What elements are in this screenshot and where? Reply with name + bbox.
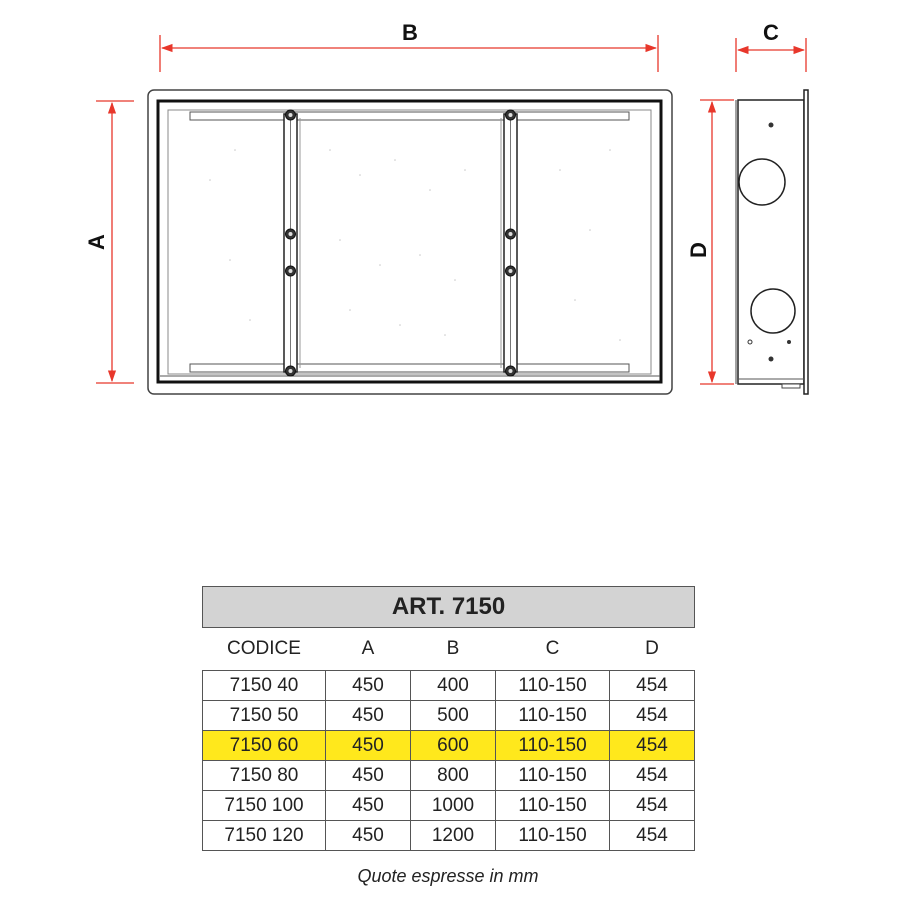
table-row — [203, 791, 695, 821]
dimension-b-label: B — [402, 20, 418, 45]
dimension-d-label: D — [686, 242, 711, 258]
cell-d: 454 — [610, 761, 695, 791]
table-title: ART. 7150 — [203, 587, 695, 628]
cell-c: 110-150 — [496, 671, 610, 701]
cell-c: 110-150 — [496, 821, 610, 851]
cell-codice: 7150 80 — [203, 761, 326, 791]
cell-a: 450 — [326, 731, 411, 761]
top-rail — [190, 112, 629, 120]
table-row-highlighted — [203, 731, 695, 761]
bottom-rail — [190, 364, 629, 372]
cell-b: 500 — [411, 701, 496, 731]
table-row — [203, 761, 695, 791]
side-flange — [804, 90, 808, 394]
table-row — [203, 701, 695, 731]
cell-d: 454 — [610, 731, 695, 761]
table-column-headers — [203, 628, 695, 671]
side-view — [736, 90, 808, 394]
cell-c: 110-150 — [496, 791, 610, 821]
cell-codice: 7150 40 — [203, 671, 326, 701]
vertical-bar-left — [284, 114, 300, 372]
cell-a: 450 — [326, 791, 411, 821]
column-header-a: A — [361, 638, 375, 659]
footnote: Quote espresse in mm — [357, 866, 539, 886]
column-header-b: B — [446, 638, 460, 659]
cell-d: 454 — [610, 791, 695, 821]
cell-codice: 7150 120 — [203, 821, 326, 851]
cell-a: 450 — [326, 701, 411, 731]
cell-codice: 7150 60 — [203, 731, 326, 761]
cell-c: 110-150 — [496, 731, 610, 761]
vertical-bar-right — [501, 114, 517, 372]
knockout-hole-bottom — [751, 289, 795, 333]
dimension-c-label: C — [763, 20, 779, 45]
column-header-d: D — [645, 638, 659, 659]
cell-d: 454 — [610, 671, 695, 701]
cell-c: 110-150 — [496, 761, 610, 791]
cell-codice: 7150 50 — [203, 701, 326, 731]
cell-d: 454 — [610, 821, 695, 851]
cell-c: 110-150 — [496, 701, 610, 731]
table-row — [203, 671, 695, 701]
spec-table — [202, 586, 695, 851]
cell-b: 800 — [411, 761, 496, 791]
cell-b: 600 — [411, 731, 496, 761]
cell-b: 1200 — [411, 821, 496, 851]
cell-a: 450 — [326, 761, 411, 791]
table-row — [203, 821, 695, 851]
cell-a: 450 — [326, 821, 411, 851]
dimension-a-label: A — [84, 234, 109, 250]
cell-codice: 7150 100 — [203, 791, 326, 821]
cell-b: 1000 — [411, 791, 496, 821]
cell-a: 450 — [326, 671, 411, 701]
cell-b: 400 — [411, 671, 496, 701]
front-view — [148, 90, 672, 394]
column-header-codice: CODICE — [227, 638, 301, 659]
outer-frame — [148, 90, 672, 394]
cell-d: 454 — [610, 701, 695, 731]
column-header-c: C — [545, 638, 560, 659]
knockout-hole-top — [739, 159, 785, 205]
